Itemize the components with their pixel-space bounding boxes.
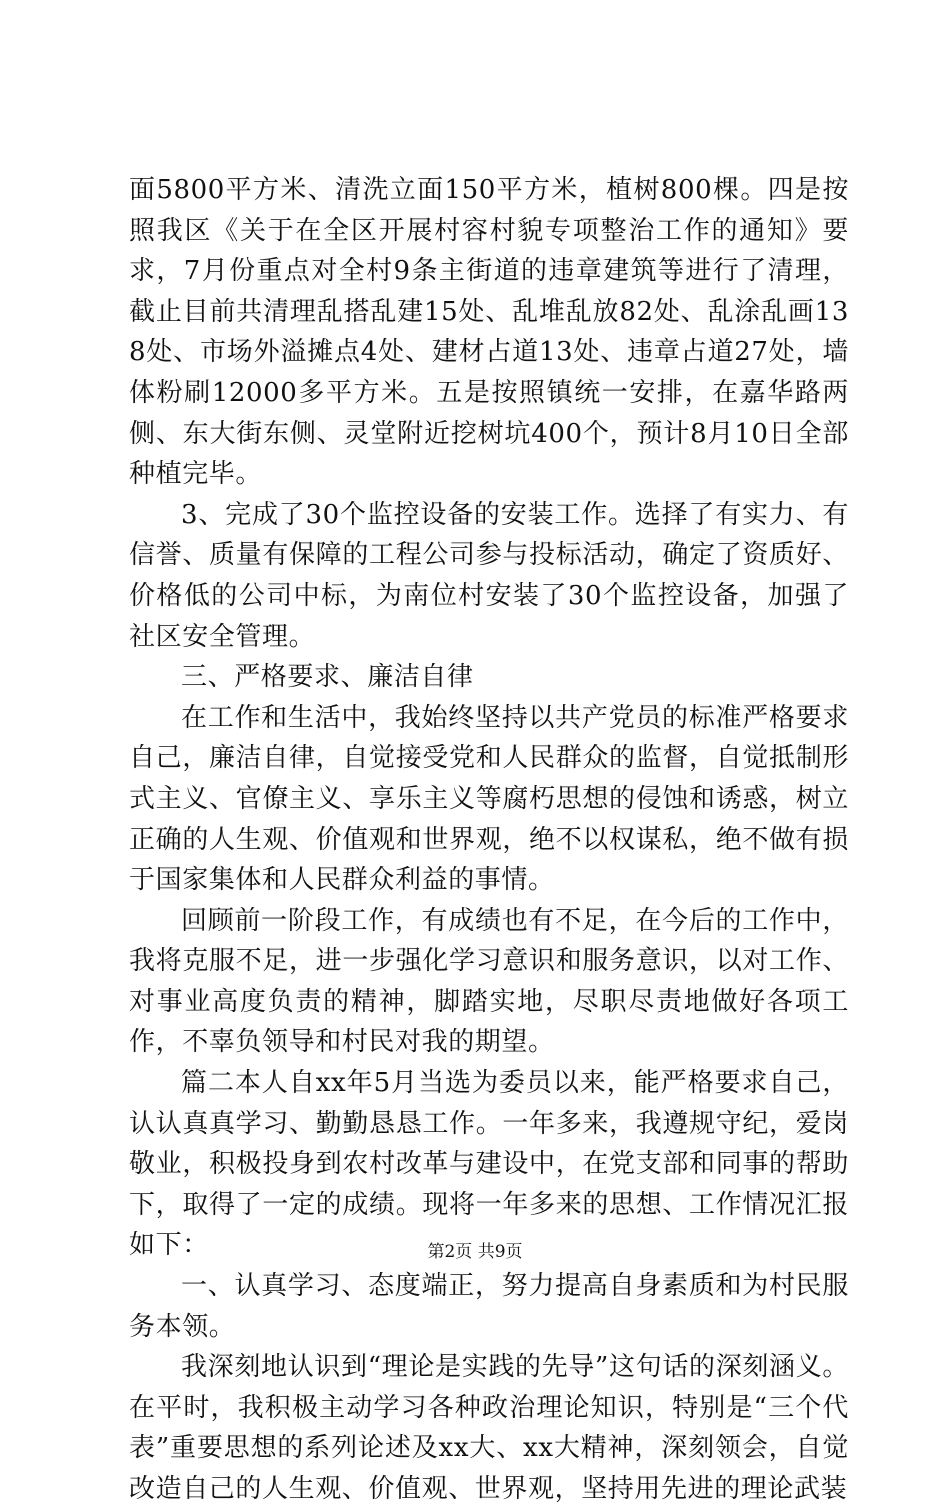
paragraph-monitoring: 3、完成了30个监控设备的安装工作。选择了有实力、有信誉、质量有保障的工程公司参与投标活动，确定了资质好、价格低的公司中标，为南位村安装了30个监控设备，加强了社区安全管理。 [129,499,849,652]
paragraph-review: 回顾前一阶段工作，有成绩也有不足，在今后的工作中，我将克服不足，进一步强化学习意识和服务意识，以对工作、对事业高度负责的精神，脚踏实地，尽职尽责地做好各项工作，不辜负领导和村民对我的期望。 [129,905,849,1058]
paragraph-integrity: 在工作和生活中，我始终坚持以共产党员的标准严格要求自己，廉洁自律，自觉接受党和人民群众的监督，自觉抵制形式主义、官僚主义、享乐主义等腐朽思想的侵蚀和诱惑，树立正确的人生观、价值观和世界观，绝不以权谋私，绝不做有损于国家集体和人民群众利益的事情。 [129,702,849,896]
paragraph-continuation: 面5800平方米、清洗立面150平方米，植树800棵。四是按照我区《关于在全区开展村容村貌专项整治工作的通知》要求，7月份重点对全村9条主街道的违章建筑等进行了清理，截止目前共清理乱搭乱建15处、乱堆乱放82处、乱涂乱画138处、市场外溢摊点4处、建材占道13处、违章占道27处，墙体粉刷12000多平方米。五是按照镇统一安排，在嘉华路两侧、东大街东侧、灵堂附近挖树坑400个，预计8月10日全部种植完毕。 [129,175,849,490]
page-number-footer: 第2页 共9页 [427,1242,523,1262]
paragraph-part-two-intro: 篇二本人自xx年5月当选为委员以来，能严格要求自己，认认真真学习、勤勤恳恳工作。一年多来，我遵规守纪，爱岗敬业，积极投身到农村改革与建设中，在党支部和同事的帮助下，取得了一定的成绩。现将一年多来的思想、工作情况汇报如下： [129,1068,849,1261]
section-heading-study: 一、认真学习、态度端正，努力提高自身素质和为村民服务本领。 [129,1271,849,1342]
section-heading-discipline: 三、严格要求、廉洁自律 [181,662,474,693]
paragraph-theory: 我深刻地认识到“理论是实践的先导”这句话的深刻涵义。在平时，我积极主动学习各种政治理论知识，特别是“三个代表”重要思想的系列论述及xx大、xx大精神，深刻领会，自觉改造自己的人生观、价值观、世界观，坚持用先进的理论武装 [129,1352,849,1504]
document-body [129,170,849,1510]
